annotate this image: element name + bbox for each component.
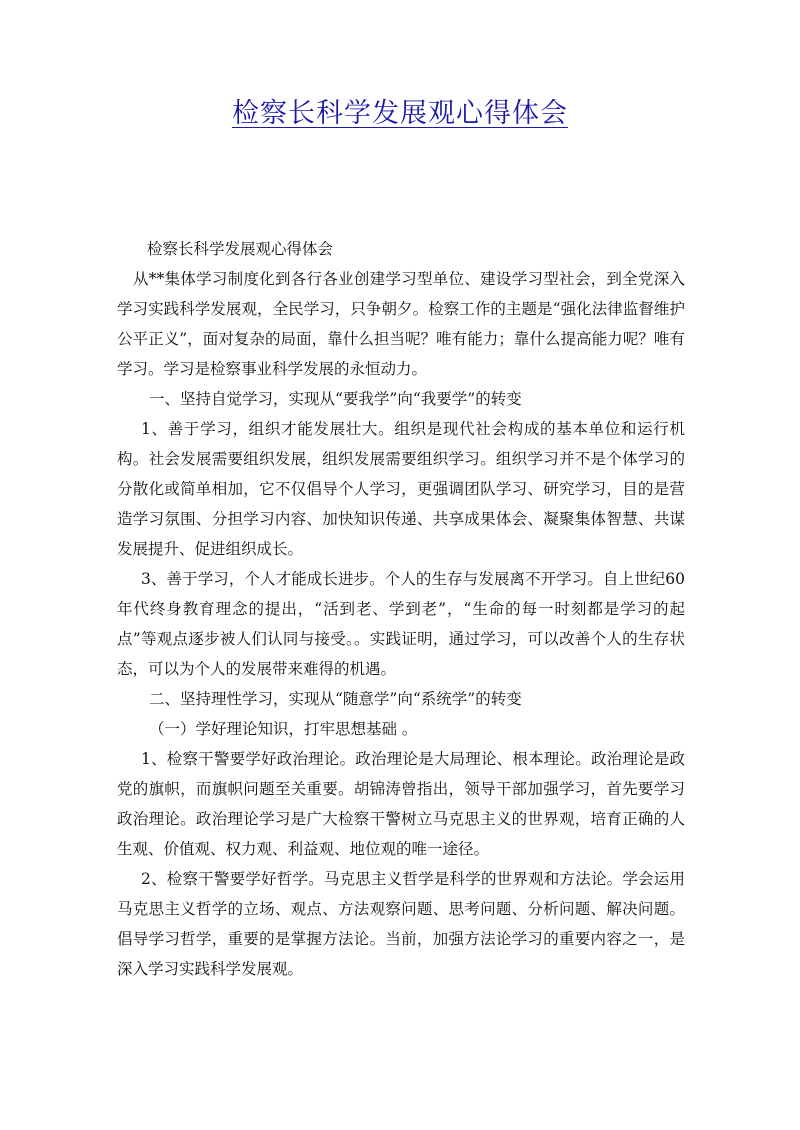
section-heading-1: 一、坚持自觉学习，实现从“要我学”向“我要学”的转变 (149, 390, 522, 408)
paragraph-personal-learning: 3、善于学习，个人才能成长进步。个人的生存与发展离不开学习。自上世纪60年代终身教育理念的提出，“活到老、学到老”，“生命的每一时刻都是学习的起点”等观点逐步被人们认同与接受。。实践证明，通过学习，可以改善个人的生存状态，可以为个人的发展带来难得的机遇。 (117, 570, 685, 678)
document-body (117, 234, 685, 984)
document-title[interactable]: 检察长科学发展观心得体会 (232, 98, 568, 129)
subsection-heading-1: （一）学好理论知识，打牢思想基础 。 (149, 720, 418, 738)
paragraph-political-theory: 1、检察干警要学好政治理论。政治理论是大局理论、根本理论。政治理论是政党的旗帜，而旗帜问题至关重要。胡锦涛曾指出，领导干部加强学习，首先要学习政治理论。政治理论学习是广大检察干警树立马克思主义的世界观，培育正确的人生观、价值观、权力观、利益观、地位观的唯一途径。 (117, 750, 685, 858)
paragraph-intro: 从**集体学习制度化到各行各业创建学习型单位、建设学习型社会，到全党深入学习实践科学发展观，全民学习，只争朝夕。检察工作的主题是“强化法律监督维护公平正义”，面对复杂的局面，靠什么担当呢？唯有能力；靠什么提高能力呢？唯有学习。学习是检察事业科学发展的永恒动力。 (117, 270, 685, 378)
section-heading-2: 二、坚持理性学习，实现从“随意学”向“系统学”的转变 (149, 690, 522, 708)
paragraph-philosophy: 2、检察干警要学好哲学。马克思主义哲学是科学的世界观和方法论。学会运用马克思主义哲学的立场、观点、方法观察问题、思考问题、分析问题、解决问题。倡导学习哲学，重要的是掌握方法论。当前，加强方法论学习的重要内容之一，是深入学习实践科学发展观。 (117, 870, 685, 978)
document-subtitle: 检察长科学发展观心得体会 (147, 240, 334, 258)
paragraph-organization-learning: 1、善于学习，组织才能发展壮大。组织是现代社会构成的基本单位和运行机构。社会发展需要组织发展，组织发展需要组织学习。组织学习并不是个体学习的分散化或简单相加，它不仅倡导个人学习，更强调团队学习、研究学习，目的是营造学习氛围、分担学习内容、加快知识传递、共享成果体会、凝聚集体智慧、共谋发展提升、促进组织成长。 (117, 420, 685, 558)
